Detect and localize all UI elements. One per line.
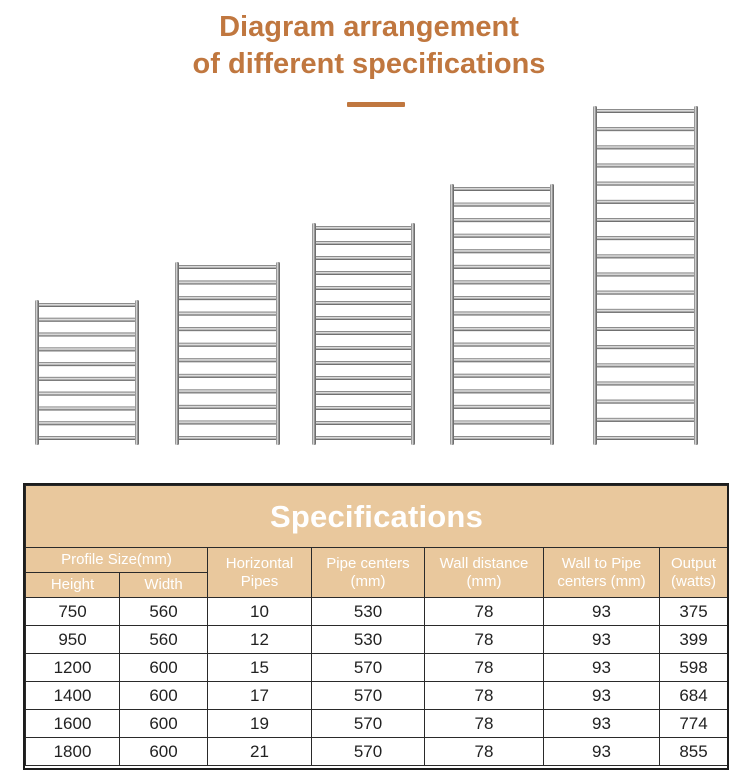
horizontal-pipe [178, 405, 277, 409]
horizontal-pipe [453, 358, 551, 362]
horizontal-pipe [315, 361, 412, 365]
towel-rack-1200 [312, 223, 415, 445]
horizontal-pipe [596, 400, 695, 404]
horizontal-pipe [453, 187, 551, 191]
cell-horizontal-pipes: 12 [208, 626, 312, 654]
towel-rack-1600 [593, 106, 698, 445]
table-row [26, 654, 728, 682]
horizontal-pipe [178, 358, 277, 362]
cell-height: 750 [26, 598, 120, 626]
horizontal-pipe [596, 145, 695, 149]
cell-width: 560 [120, 598, 208, 626]
horizontal-pipe [596, 418, 695, 422]
horizontal-pipe [453, 280, 551, 284]
horizontal-pipe [38, 347, 136, 351]
vertical-rail [276, 262, 280, 445]
page-title-line-1: Diagram arrangement [219, 11, 519, 43]
horizontal-pipe [38, 421, 136, 425]
horizontal-pipe [38, 406, 136, 410]
table-row [26, 738, 728, 766]
horizontal-pipe [38, 392, 136, 396]
horizontal-pipe [315, 286, 412, 290]
horizontal-pipe [596, 127, 695, 131]
horizontal-pipe [178, 420, 277, 424]
horizontal-pipe [596, 109, 695, 113]
page-title-line-2: of different specifications [192, 48, 546, 80]
horizontal-pipe [596, 182, 695, 186]
horizontal-pipe [38, 318, 136, 322]
header-horizontal-pipes: Horizontal Pipes [208, 548, 312, 598]
horizontal-pipe [596, 436, 695, 440]
horizontal-pipe [315, 316, 412, 320]
vertical-rail [593, 106, 597, 445]
horizontal-pipe [315, 271, 412, 275]
cell-pipe-centers: 570 [312, 682, 425, 710]
cell-height: 1600 [26, 710, 120, 738]
specifications-title: Specifications [26, 486, 728, 548]
horizontal-pipe [453, 296, 551, 300]
cell-horizontal-pipes: 15 [208, 654, 312, 682]
cell-pipe-centers: 530 [312, 598, 425, 626]
vertical-rail [135, 300, 139, 445]
horizontal-pipe [315, 421, 412, 425]
horizontal-pipe [38, 436, 136, 440]
cell-wall-distance: 78 [425, 654, 544, 682]
horizontal-pipe [315, 346, 412, 350]
cell-horizontal-pipes: 17 [208, 682, 312, 710]
horizontal-pipe [596, 218, 695, 222]
cell-wall-distance: 78 [425, 598, 544, 626]
towel-rack-750 [35, 300, 139, 445]
horizontal-pipe [453, 327, 551, 331]
cell-output: 399 [660, 626, 728, 654]
cell-pipe-centers: 570 [312, 710, 425, 738]
cell-output: 375 [660, 598, 728, 626]
horizontal-pipe [453, 405, 551, 409]
horizontal-pipe [453, 249, 551, 253]
cell-output: 684 [660, 682, 728, 710]
cell-width: 600 [120, 654, 208, 682]
cell-wall-to-pipe-centers: 93 [544, 598, 660, 626]
horizontal-pipe [315, 301, 412, 305]
horizontal-pipe [596, 164, 695, 168]
horizontal-pipe [315, 241, 412, 245]
cell-wall-distance: 78 [425, 710, 544, 738]
cell-horizontal-pipes: 21 [208, 738, 312, 766]
vertical-rail [175, 262, 179, 445]
horizontal-pipe [596, 200, 695, 204]
header-height: Height [26, 573, 120, 598]
cell-width: 560 [120, 626, 208, 654]
horizontal-pipe [178, 312, 277, 316]
horizontal-pipe [453, 203, 551, 207]
table-row [26, 626, 728, 654]
cell-width: 600 [120, 682, 208, 710]
table-row [26, 682, 728, 710]
table-row [26, 710, 728, 738]
horizontal-pipe [38, 333, 136, 337]
horizontal-pipe [596, 273, 695, 277]
horizontal-pipe [315, 406, 412, 410]
horizontal-pipe [596, 309, 695, 313]
header-pipe-centers: Pipe centers (mm) [312, 548, 425, 598]
cell-wall-distance: 78 [425, 626, 544, 654]
horizontal-pipe [453, 265, 551, 269]
horizontal-pipe [38, 303, 136, 307]
horizontal-pipe [315, 331, 412, 335]
cell-pipe-centers: 570 [312, 738, 425, 766]
horizontal-pipe [178, 389, 277, 393]
cell-wall-to-pipe-centers: 93 [544, 626, 660, 654]
profile-size-header: Profile Size(mm) [26, 548, 208, 573]
cell-wall-distance: 78 [425, 682, 544, 710]
horizontal-pipe [453, 343, 551, 347]
horizontal-pipe [596, 236, 695, 240]
horizontal-pipe [315, 436, 412, 440]
cell-wall-to-pipe-centers: 93 [544, 738, 660, 766]
horizontal-pipe [596, 254, 695, 258]
cell-horizontal-pipes: 19 [208, 710, 312, 738]
cell-horizontal-pipes: 10 [208, 598, 312, 626]
horizontal-pipe [178, 436, 277, 440]
header-wall-distance: Wall distance (mm) [425, 548, 544, 598]
cell-wall-to-pipe-centers: 93 [544, 710, 660, 738]
cell-output: 774 [660, 710, 728, 738]
cell-height: 1800 [26, 738, 120, 766]
specifications-table-container [23, 483, 729, 770]
horizontal-pipe [178, 374, 277, 378]
vertical-rail [312, 223, 316, 445]
horizontal-pipe [38, 377, 136, 381]
horizontal-pipe [596, 327, 695, 331]
cell-wall-distance: 78 [425, 738, 544, 766]
cell-width: 600 [120, 738, 208, 766]
vertical-rail [694, 106, 698, 445]
horizontal-pipe [596, 382, 695, 386]
cell-wall-to-pipe-centers: 93 [544, 654, 660, 682]
vertical-rail [450, 184, 454, 445]
vertical-rail [35, 300, 39, 445]
towel-rack-1400 [450, 184, 554, 445]
table-row [26, 598, 728, 626]
horizontal-pipe [596, 345, 695, 349]
cell-pipe-centers: 570 [312, 654, 425, 682]
horizontal-pipe [315, 226, 412, 230]
horizontal-pipe [453, 436, 551, 440]
header-wall-to-pipe-centers: Wall to Pipe centers (mm) [544, 548, 660, 598]
horizontal-pipe [315, 256, 412, 260]
horizontal-pipe [178, 296, 277, 300]
cell-height: 1200 [26, 654, 120, 682]
cell-height: 1400 [26, 682, 120, 710]
vertical-rail [411, 223, 415, 445]
horizontal-pipe [453, 234, 551, 238]
cell-width: 600 [120, 710, 208, 738]
towel-rack-950 [175, 262, 280, 445]
cell-output: 598 [660, 654, 728, 682]
horizontal-pipe [178, 281, 277, 285]
horizontal-pipe [315, 391, 412, 395]
horizontal-pipe [178, 343, 277, 347]
horizontal-pipe [453, 312, 551, 316]
cell-output: 855 [660, 738, 728, 766]
horizontal-pipe [178, 265, 277, 269]
horizontal-pipe [38, 362, 136, 366]
cell-height: 950 [26, 626, 120, 654]
cell-pipe-centers: 530 [312, 626, 425, 654]
horizontal-pipe [453, 374, 551, 378]
header-output: Output (watts) [660, 548, 728, 598]
horizontal-pipe [453, 389, 551, 393]
horizontal-pipe [596, 291, 695, 295]
specifications-table [25, 485, 728, 766]
horizontal-pipe [315, 376, 412, 380]
horizontal-pipe [453, 420, 551, 424]
header-width: Width [120, 573, 208, 598]
horizontal-pipe [453, 218, 551, 222]
cell-wall-to-pipe-centers: 93 [544, 682, 660, 710]
horizontal-pipe [178, 327, 277, 331]
vertical-rail [550, 184, 554, 445]
horizontal-pipe [596, 363, 695, 367]
